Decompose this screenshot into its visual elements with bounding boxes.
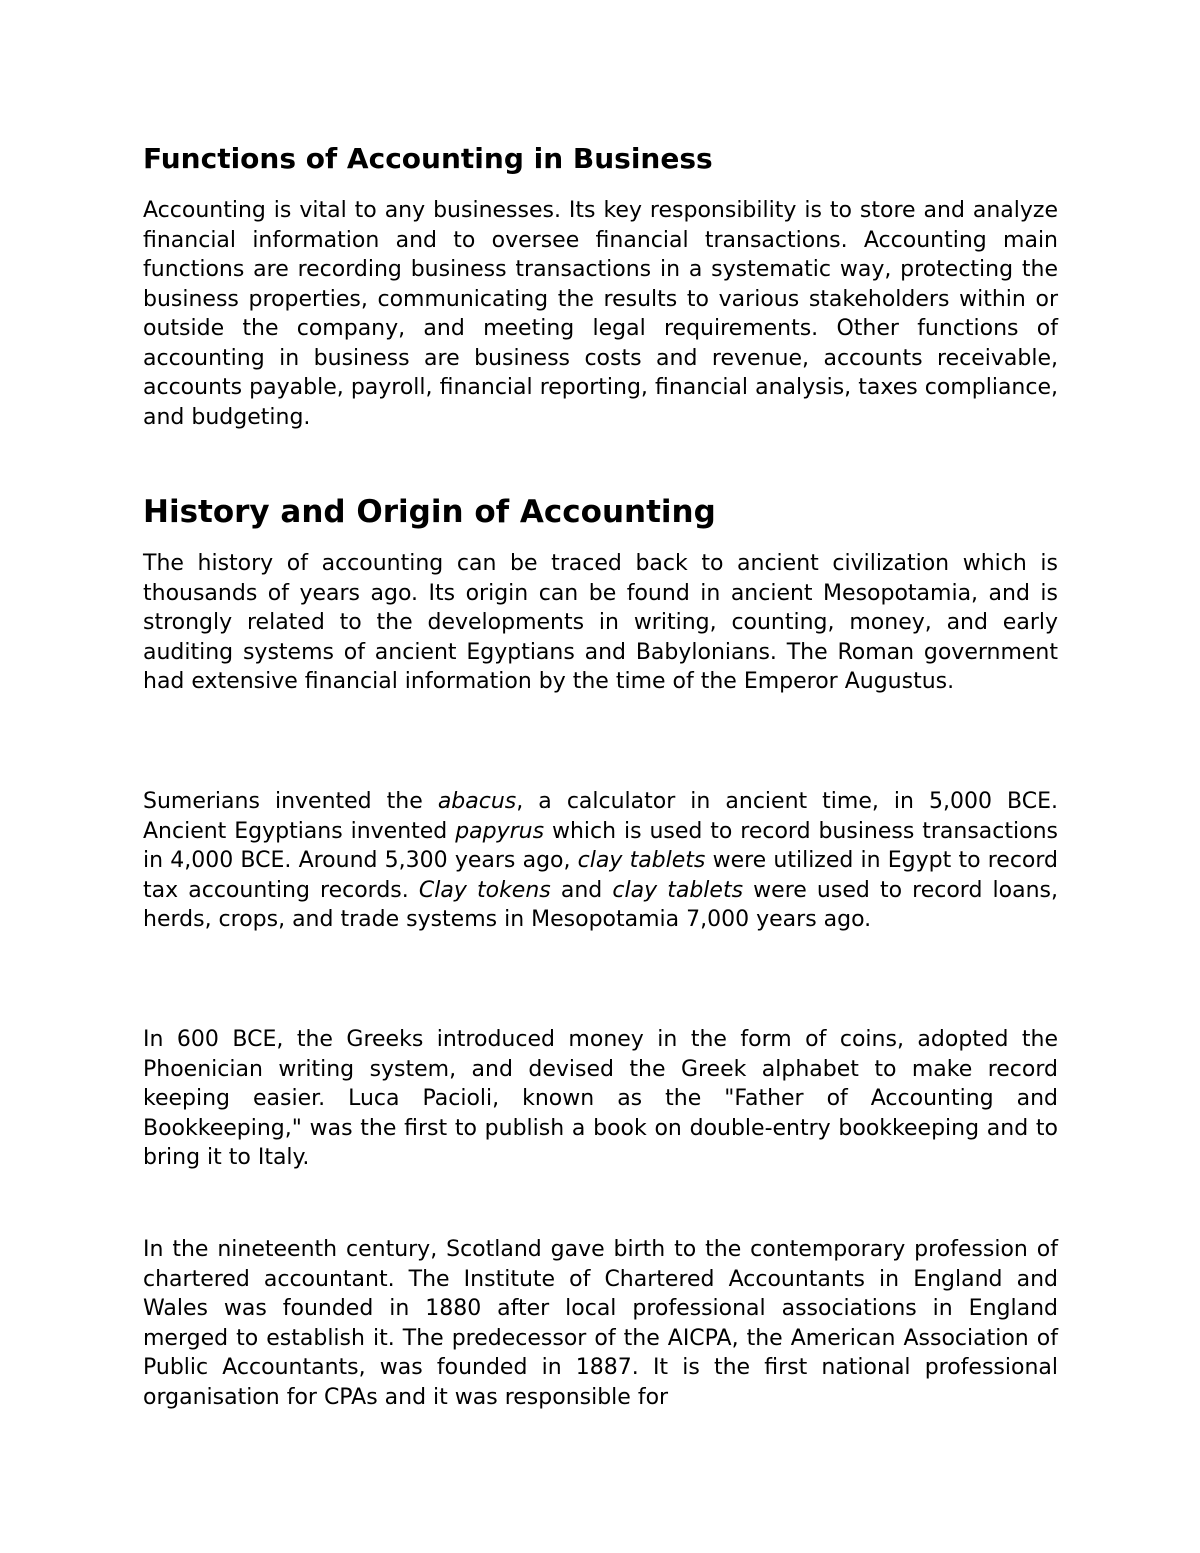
text-run: and	[550, 877, 613, 903]
italic-term-clay-tokens: Clay tokens	[418, 877, 551, 903]
paragraph-functions: Accounting is vital to any businesses. Its key responsibility is to store and analyze financial information and to oversee financial transactions. Accounting main functions are recording business transactions in a systematic way, protecting the business properties, communicating the results to various stakeholders within or outside the company, and meeting legal requirements. Other functions of accounting in business are business costs and revenue, accounts receivable, accounts payable, payroll, financial reporting, financial analysis, taxes compliance, and budgeting.	[143, 198, 1058, 430]
heading-history-and-origin: History and Origin of Accounting	[143, 494, 716, 530]
text-run: were utilized in Egypt to record tax accounting records.	[143, 848, 1058, 903]
paragraph-greeks: In 600 BCE, the Greeks introduced money in the form of coins, adopted the Phoenician writing system, and devised the Greek alphabet to make record keeping easier. Luca Pacioli, known as the "Father of Accounting and Bookkeeping," was the first to publish a book on double-entry bookkeeping and to bring it to Italy.	[143, 1027, 1058, 1170]
paragraph-history-intro: The history of accounting can be traced back to ancient civilization which is thousands of years ago. Its origin can be found in ancient Mesopotamia, and is strongly related to the developments in writing, counting, money, and early auditing systems of ancient Egyptians and Babylonians. The Roman government had extensive financial information by the time of the Emperor Augustus.	[143, 551, 1058, 694]
heading-functions-of-accounting: Functions of Accounting in Business	[143, 142, 713, 175]
italic-term-papyrus: papyrus	[455, 818, 545, 844]
paragraph-sumerians	[143, 787, 1058, 935]
italic-term-abacus: abacus	[437, 789, 517, 814]
italic-term-clay-tablets-2: clay tablets	[612, 877, 744, 903]
text-run: Sumerians invented the	[143, 789, 438, 814]
text-run: , a calculator in ancient time, in 5,000 BCE. Ancient Egyptians invented	[143, 789, 1058, 844]
text-run: were used to record loans, herds, crops, and trade systems in Mesopotamia 7,000 years ago.	[143, 877, 1058, 932]
text-run: which is used to record business transactions in 4,000 BCE. Around 5,300 years ago,	[143, 818, 1058, 873]
italic-term-clay-tablets: clay tablets	[577, 848, 706, 873]
paragraph-nineteenth-century: In the nineteenth century, Scotland gave birth to the contemporary profession of chartered accountant. The Institute of Chartered Accountants in England and Wales was founded in 1880 after local professional associations in England merged to establish it. The predecessor of the AICPA, the American Association of Public Accountants, was founded in 1887. It is the first national professional organisation for CPAs and it was responsible for	[143, 1237, 1058, 1410]
